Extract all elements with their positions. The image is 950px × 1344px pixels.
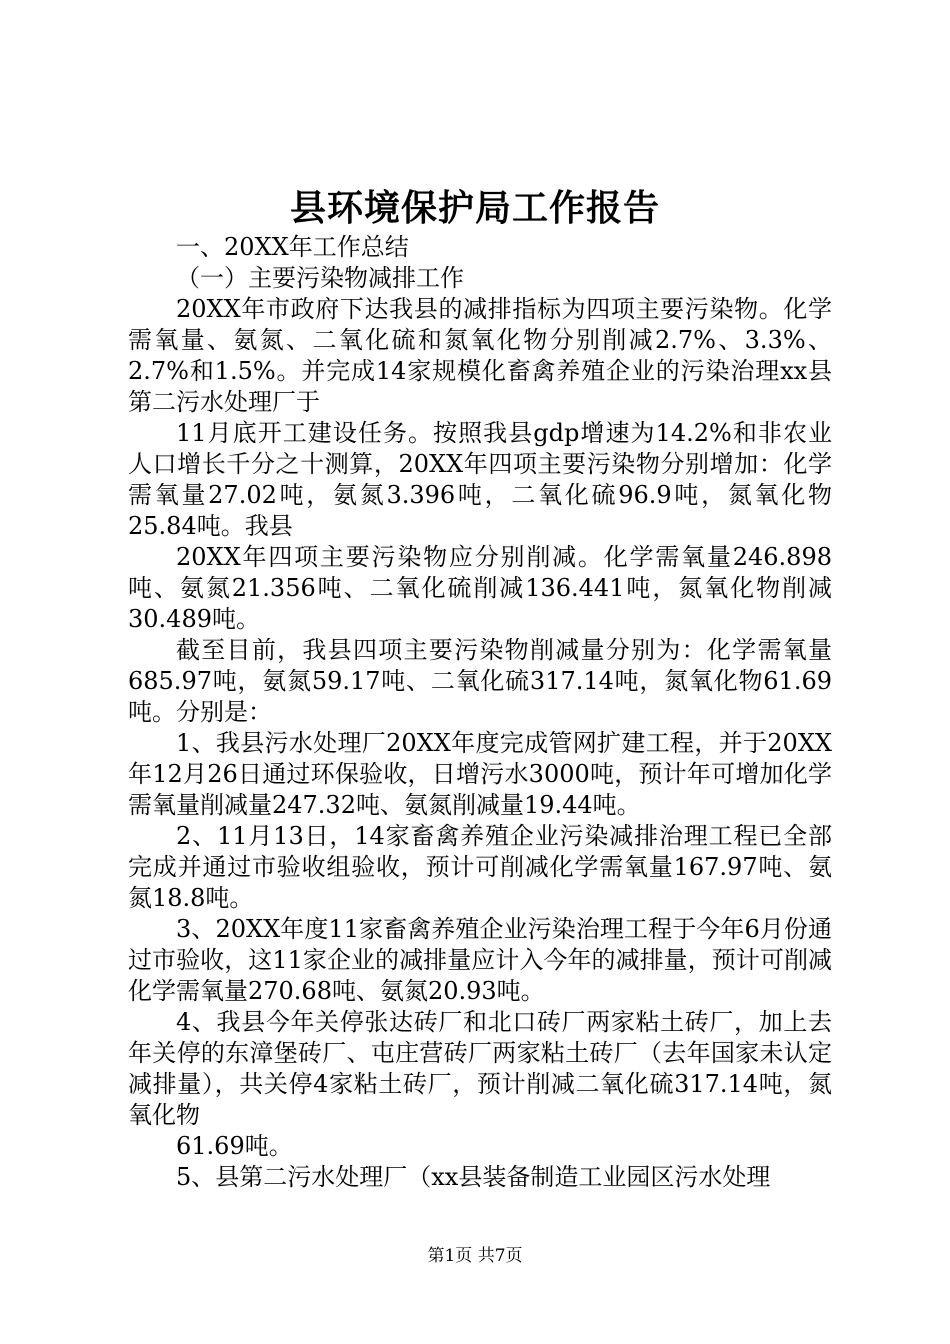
- body-paragraph: 20XX年四项主要污染物应分别削减。化学需氧量246.898吨、氨氮21.356吨、二氧化硫削减136.441吨，氮氧化物削减30.489吨。: [128, 543, 832, 633]
- page-title: 县环境保护局工作报告: [289, 187, 660, 229]
- body-paragraph: 截至目前，我县四项主要污染物削减量分别为：化学需氧量685.97吨，氨氮59.17吨、二氧化硫317.14吨，氮氧化物61.69吨。分别是：: [128, 636, 832, 726]
- section-heading: 一、20XX年工作总结: [176, 233, 409, 261]
- list-item: 1、我县污水处理厂20XX年度完成管网扩建工程，并于20XX年12月26日通过环保验收，日增污水3000吨，预计年可增加化学需氧量削减量247.32吨、氨氮削减量19.44吨。: [128, 729, 832, 819]
- list-item: 3、20XX年度11家畜禽养殖企业污染治理工程于今年6月份通过市验收，这11家企业的减排量应计入今年的减排量，预计可削减化学需氧量270.68吨、氨氮20.93吨。: [128, 915, 832, 1005]
- list-item: 2、11月13日，14家畜禽养殖企业污染减排治理工程已全部完成并通过市验收组验收，预计可削减化学需氧量167.97吨、氨氮18.8吨。: [128, 822, 832, 912]
- list-item: 4、我县今年关停张达砖厂和北口砖厂两家粘土砖厂，加上去年关停的东漳堡砖厂、屯庄营砖厂两家粘土砖厂（去年国家未认定减排量），共关停4家粘土砖厂，预计削减二氧化硫317.14吨，氮氧化物: [128, 1008, 832, 1129]
- list-item: 5、县第二污水处理厂（xx县装备制造工业园区污水处理: [176, 1163, 771, 1191]
- body-paragraph: 20XX年市政府下达我县的减排指标为四项主要污染物。化学需氧量、氨氮、二氧化硫和氮氧化物分别削减2.7%、3.3%、2.7%和1.5%。并完成14家规模化畜禽养殖企业的污染治理xx县第二污水处理厂于: [128, 295, 832, 416]
- body-paragraph: 11月底开工建设任务。按照我县gdp增速为14.2%和非农业人口增长千分之十测算，20XX年四项主要污染物分别增加：化学需氧量27.02吨，氨氮3.396吨，二氧化硫96.9吨，氮氧化物25.84吨。我县: [128, 419, 832, 540]
- page-footer: 第1页 共7页: [427, 1246, 523, 1266]
- body-paragraph: 61.69吨。: [176, 1132, 293, 1160]
- document-body: [128, 232, 832, 1193]
- subsection-heading: （一）主要污染物减排工作: [176, 264, 464, 292]
